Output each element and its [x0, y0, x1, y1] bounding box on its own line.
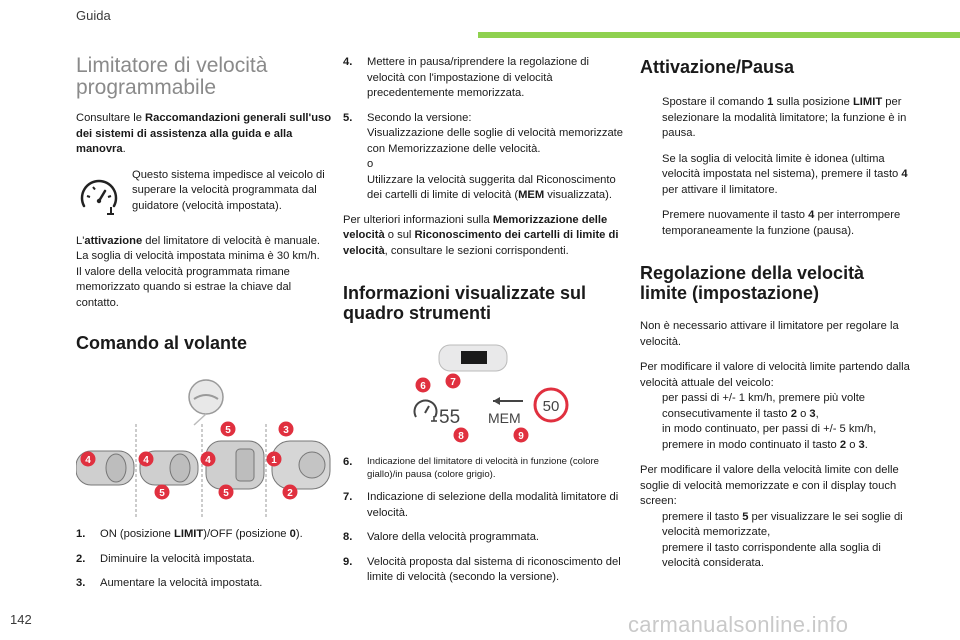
list-item: 1. ON (posizione LIMIT)/OFF (posizione 0).	[76, 528, 303, 540]
bullet-item: per passi di +/- 1 km/h, premere più volte consecutivamente il tasto 2 o 3,	[640, 391, 910, 422]
paragraph: Per modificare il valore della velocità limite con delle soglie di velocità memorizzate e con il display touch screen:	[640, 464, 899, 507]
bullet-item: premere il tasto corrispondente alla soglia di velocità considerata.	[640, 541, 910, 572]
list-item: 3. Aumentare la velocità impostata.	[76, 577, 263, 589]
programmed-speed: 55	[439, 407, 461, 428]
bullet-marker-icon	[640, 422, 662, 453]
bullet-marker-icon	[640, 541, 662, 572]
steering-controls-list	[76, 527, 334, 592]
column-1	[76, 55, 334, 601]
min-speed-text: La soglia di velocità impostata minima è 30 km/h.	[76, 250, 320, 262]
bullet-marker-icon	[640, 152, 662, 199]
section-title-display: Informazioni visualizzate sul quadro strumenti	[343, 283, 587, 323]
paragraph: Per modificare il valore di velocità limite partendo dalla velocità attuale del veicolo:	[640, 361, 910, 389]
callout-label: 9	[518, 431, 524, 442]
section-label: Guida	[76, 8, 111, 23]
section-title-adjustment: Regolazione della velocità limite (impostazione)	[640, 263, 865, 303]
page-title: Limitatore di velocità programmabile	[76, 54, 268, 99]
stalk-3	[206, 441, 264, 489]
callout-label: 2	[287, 488, 293, 499]
list-item: 2. Diminuire la velocità impostata.	[76, 552, 255, 565]
page-number: 142	[10, 612, 32, 627]
dashboard-display-illustration	[343, 337, 625, 447]
display-list	[343, 455, 625, 586]
watermark: carmanualsonline.info	[628, 612, 849, 637]
section-title-activation: Attivazione/Pausa	[640, 57, 795, 77]
callout-label: 3	[283, 425, 289, 436]
callout-label: 4	[85, 455, 91, 466]
bullet-marker-icon	[640, 208, 662, 239]
list-item: 4. Mettere in pausa/riprendere la regolazione di velocità con l'impostazione di velocità precedentemente memorizzata.	[343, 56, 590, 99]
callout-label: 5	[223, 488, 229, 499]
list-item: 5. Secondo la versione: Visualizzazione delle soglie di velocità memorizzate con Memorizzazione delle velocità. o Utilizzare la velocità suggerita dal Riconoscimento dei cartelli di limite di velocità (MEM visualizzata).	[343, 111, 623, 201]
icon-description: Questo sistema impedisce al veicolo di superare la velocità programmata dal guidatore (velocità impostata).	[132, 168, 325, 212]
limiter-gauge-icon	[415, 400, 438, 421]
speed-limiter-info	[76, 168, 334, 220]
column-3	[640, 55, 910, 572]
list-item: 6. Indicazione del limitatore di velocità in funzione (colore giallo)/in pausa (colore grigio).	[343, 456, 599, 480]
bullet-marker-icon	[640, 510, 662, 541]
steering-controls-illustration	[76, 369, 334, 519]
bullet-item: Spostare il comando 1 sulla posizione LIMIT per selezionare la modalità limitatore; la funzione è in pausa.	[640, 95, 910, 142]
column-2	[343, 55, 625, 595]
touchscreen-block	[640, 463, 910, 572]
activation-paragraph: L'attivazione del limitatore di velocità è manuale. La soglia di velocità impostata minima è 30 km/h. Il valore della velocità programmata rimane memorizzato quando si estrae la chiave dal contatto.	[76, 234, 334, 312]
bullet-marker-icon	[640, 95, 662, 142]
speed-sign-value: 50	[542, 398, 560, 415]
display-screen-block	[461, 351, 487, 364]
callout-label: 8	[458, 431, 464, 442]
callout-label: 1	[271, 455, 277, 466]
steering-wheel-icon	[189, 380, 223, 425]
callout-label: 6	[420, 381, 426, 392]
mem-label: MEM	[488, 410, 521, 426]
bullet-item: premere il tasto 5 per visualizzare le sei soglie di velocità memorizzate,	[640, 510, 910, 541]
paragraph: Non è necessario attivare il limitatore per regolare la velocità.	[640, 320, 899, 348]
callout-label: 4	[143, 455, 149, 466]
bullet-item: Premere nuovamente il tasto 4 per interrompere temporaneamente la funzione (pausa).	[640, 208, 910, 239]
intro-paragraph: Consultare le Raccomandazioni generali sull'uso dei sistemi di assistenza alla guida e alla manovra.	[76, 112, 332, 155]
callout-label: 4	[205, 455, 211, 466]
speed-limiter-icon	[76, 174, 122, 220]
list-item: 8. Valore della velocità programmata.	[343, 531, 540, 543]
list-item: 9. Velocità proposta dal sistema di riconoscimento del limite di velocità (secondo la versione).	[343, 555, 621, 583]
header-accent-bar	[478, 32, 960, 38]
speed-step-block	[640, 360, 910, 453]
memory-text: Il valore della velocità programmata rimane memorizzato quando si estrae la chiave dal contatto.	[76, 265, 292, 309]
list-item: 7. Indicazione di selezione della modalità limitatore di velocità.	[343, 491, 619, 519]
callout-label: 5	[159, 488, 165, 499]
callout-label: 7	[450, 377, 456, 388]
callout-label: 5	[225, 425, 231, 436]
section-title-steering: Comando al volante	[76, 333, 248, 353]
stalk-4	[272, 441, 330, 489]
bullet-marker-icon	[640, 391, 662, 422]
more-info-paragraph: Per ulteriori informazioni sulla Memorizzazione delle velocità o sul Riconoscimento dei cartelli di limite di velocità, consultare le sezioni corrispondenti.	[343, 213, 619, 257]
bullet-item: in modo continuato, per passi di +/- 5 km/h, premere in modo continuato il tasto 2 o 3.	[640, 422, 910, 453]
bullet-item: Se la soglia di velocità limite è idonea (ultima velocità impostata nel sistema), premere il tasto 4 per attivare il limitatore.	[640, 152, 910, 199]
